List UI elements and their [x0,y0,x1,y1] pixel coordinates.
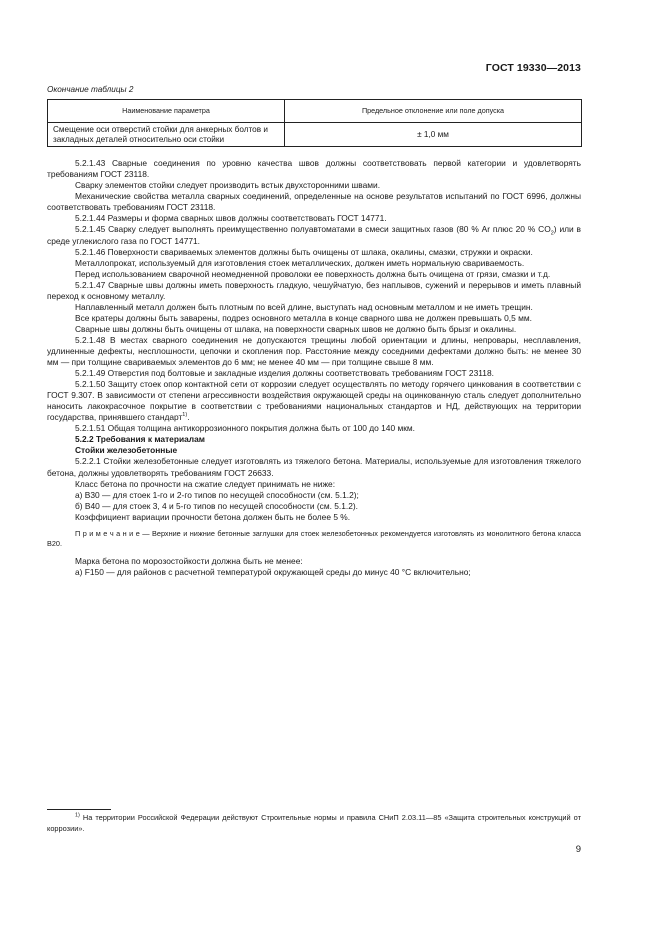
parameters-table [47,99,582,147]
table-header-cell: Наименование параметра [48,100,285,123]
paragraph: Коэффициент вариации прочности бетона должен быть не более 5 %. [75,511,351,522]
paragraph: Марка бетона по морозостойкости должна быть не менее: [75,555,303,566]
paragraph: 5.2.1.50 Защиту стоек опор контактной сети от коррозии следует осуществлять по методу горячего цинкования в соответствии с ГОСТ 9.307. В зависимости от степени агрессивности воздействия окружающей среды на оцинкованную сталь следует дополнительно наносить лакокрасочное покрытие в соответствии с требованиями национальных стандартов и НД, действующих на территории государства, принявшего стандарт$^{1)}$. [47,379,581,423]
note: П р и м е ч а н и е — Верхние и нижние бетонные заглушки для стоек железобетонных рекомендуется изготовлять из монолитного бетона класса В20. [47,528,581,548]
table-caption: Окончание таблицы 2 [47,85,134,94]
table-cell: Смещение оси отверстий стойки для анкерных болтов и закладных деталей относительно оси стойки [48,123,285,147]
paragraph: Механические свойства металла сварных соединений, определенные на основе результатов испытаний по ГОСТ 6996, должны соответствовать требованиям ГОСТ 23118. [47,191,581,213]
subsection-heading: Стойки железобетонные [75,445,178,456]
paragraph: 5.2.1.45 Сварку следует выполнять преимущественно полуавтоматами в смеси защитных газов (80 % Ar плюс 20 % $CO_2$) или в среде углекислого газа по ГОСТ 14771. [47,224,581,246]
list-item: а) В30 — для стоек 1-го и 2-го типов по несущей способности (см. 5.1.2); [75,489,359,500]
table-header-row [48,100,582,123]
paragraph: Наплавленный металл должен быть плотным по всей длине, выступать над основным металлом и не иметь трещин. [75,301,533,312]
subscript: 2 [550,231,554,238]
paragraph: Класс бетона по прочности на сжатие следует принимать не ниже: [75,478,336,489]
page-number: 9 [575,844,581,855]
paragraph: 5.2.1.48 В местах сварного соединения не допускаются трещины любой ориентации и длины, непровары, несплавления, удлиненные дефекты, несплошности, цепочки и скопления пор. Расстояние между соседними дефектами должно быть: не менее 30 мм — при толщине свариваемых элементов до 6 мм; не менее 40 мм — при толщине свыше 8 мм. [47,334,581,368]
paragraph: Перед использованием сварочной неомедненной проволоки ее поверхность должна быть очищена от грязи, смазки и т.д. [75,268,551,279]
paragraph: 5.2.1.46 Поверхности свариваемых элементов должны быть очищены от шлака, окалины, смазки, стружки и окраски. [75,246,533,257]
section-heading: 5.2.2 Требования к материалам [75,434,205,445]
footnote-mark: 1) [75,812,80,819]
paragraph: 5.2.2.1 Стойки железобетонные следует изготовлять из тяжелого бетона. Материалы, используемые для изготовления тяжелого бетона, должны удовлетворять требованиям ГОСТ 26633. [47,456,581,478]
paragraph: Сварку элементов стойки следует производить встык двухсторонними швами. [75,180,381,191]
footnote-ref: 1) [182,412,188,419]
paragraph: Сварные швы должны быть очищены от шлака, на поверхности сварных швов не должно быть брызг и окалины. [75,323,517,334]
paragraph: Металлопрокат, используемый для изготовления стоек металлических, должен иметь нормальную свариваемость. [75,257,525,268]
table-cell: ± 1,0 мм [285,123,582,147]
body-text [47,158,581,578]
footnote-divider [47,809,111,810]
list-item: б) В40 — для стоек 3, 4 и 5-го типов по несущей способности (см. 5.1.2). [75,500,358,511]
list-item: а) F150 — для районов с расчетной температурой окружающей среды до минус 40 °С включительно; [75,566,471,577]
paragraph: 5.2.1.49 Отверстия под болтовые и закладные изделия должны соответствовать требованиям ГОСТ 23118. [75,368,494,379]
table-header-cell: Предельное отклонение или поле допуска [285,100,582,123]
paragraph: Все кратеры должны быть заварены, подрез основного металла в конце сварного шва не должен превышать 0,5 мм. [75,312,532,323]
paragraph: 5.2.1.51 Общая толщина антикоррозионного покрытия должна быть от 100 до 140 мкм. [75,423,415,434]
footnote-text: На территории Российской Федерации действуют Строительные нормы и правила СНиП 2.03.11—85 «Защита строительных конструкций от коррозии». [47,813,581,833]
paragraph: 5.2.1.44 Размеры и форма сварных швов должны соответствовать ГОСТ 14771. [75,213,387,224]
table-row [48,123,582,147]
paragraph: 5.2.1.43 Сварные соединения по уровню качества швов должны соответствовать первой категории и удовлетворять требованиям ГОСТ 23118. [47,158,581,180]
paragraph: 5.2.1.47 Сварные швы должны иметь поверхность гладкую, чешуйчатую, без наплывов, сужений и перерывов и иметь плавный переход к основному металлу. [47,279,581,301]
footnote [47,813,581,834]
page-content [47,84,581,578]
standard-header: ГОСТ 19330—2013 [485,62,581,74]
